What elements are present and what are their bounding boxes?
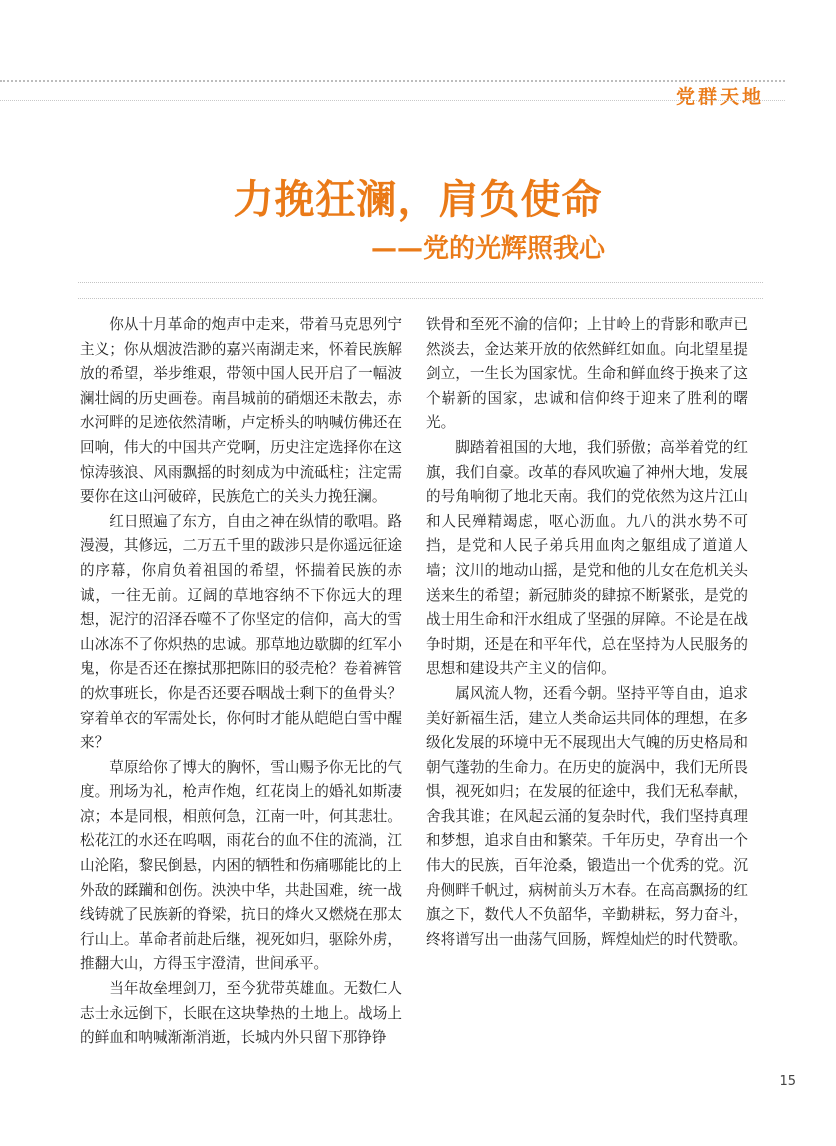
- article-subtitle: ——党的光辉照我心: [370, 234, 605, 264]
- title-dotted-rule-upper: [78, 282, 763, 283]
- right-text-column: [426, 313, 748, 952]
- paragraph: 属风流人物，还看今朝。坚持平等自由，追求美好新福生活，建立人类命运共同体的理想，在多级化发展的环境中无不展现出大气魄的历史格局和朝气蓬勃的生命力。在历史的旋涡中，我们无所畏惧，视死如归；在发展的征途中，我们无私奉献，舍我其谁；在风起云涌的复杂时代，我们坚持真理和梦想，追求自由和繁荣。千年历史，孕育出一个伟大的民族，百年沧桑，锻造出一个优秀的党。沉舟侧畔千帆过，病树前头万木春。在高高飘扬的红旗之下，数代人不负韶华，辛勤耕耘，努力奋斗，终将谱写出一曲荡气回肠，辉煌灿烂的时代赞歌。: [426, 684, 748, 948]
- paragraph: 红日照遍了东方，自由之神在纵情的歌唱。路漫漫，其修远，二万五千里的跋涉只是你遥远征途的序幕，你肩负着祖国的希望，怀揣着民族的赤诚，一往无前。辽阔的草地容纳不下你远大的理想，泥泞的沼泽吞噬不了你坚定的信仰，高大的雪山冰冻不了你炽热的忠诚。那草地边歇脚的红军小鬼，你是否还在擦拭那把陈旧的驳壳枪？卷着裤管的炊事班长，你是否还要吞咽战士剩下的鱼骨头？穿着单衣的军需处长，你何时才能从皑皑白雪中醒来？: [80, 512, 402, 752]
- top-dotted-rule: [0, 80, 785, 82]
- left-text-column: [80, 313, 402, 1051]
- paragraph: 当年故垒埋剑刀，至今犹带英雄血。无数仁人志士永远倒下，长眠在这块挚热的土地上。战场上的鲜血和呐喊渐渐消逝，长城内外只留下那铮铮: [80, 980, 402, 1047]
- paragraph-continued: 铁骨和至死不渝的信仰；上甘岭上的背影和歌声已然淡去，金达莱开放的依然鲜红如血。向北望星提剑立，一生长为国家忧。生命和鲜血终于换来了这个崭新的国家，忠诚和信仰终于迎来了胜利的曙光。: [426, 316, 748, 432]
- page-number: 15: [779, 1074, 796, 1089]
- article-title: 力挽狂澜，肩负使命: [233, 177, 603, 223]
- section-label: 党群天地: [675, 86, 764, 108]
- paragraph: 脚踏着祖国的大地，我们骄傲；高举着党的红旗，我们自豪。改革的春风吹遍了神州大地，发展的号角响彻了地北天南。我们的党依然为这片江山和人民殚精竭虑，呕心沥血。九八的洪水势不可挡，是党和人民子弟兵用血肉之躯组成了道道人墙；汶川的地动山摇，是党和他的儿女在危机关头送来生的希望；新冠肺炎的肆掠不断紧张，是党的战士用生命和汗水组成了坚强的屏障。不论是在战争时期，还是在和平年代，总在坚持为人民服务的思想和建设共产主义的信仰。: [426, 438, 748, 678]
- paragraph: 你从十月革命的炮声中走来，带着马克思列宁主义；你从烟波浩渺的嘉兴南湖走来，怀着民族解放的希望，举步维艰，带领中国人民开启了一幅波澜壮阔的历史画卷。南昌城前的硝烟还未散去，赤水河畔的足迹依然清晰，卢定桥头的呐喊仿佛还在回响，伟大的中国共产党啊，历史注定选择你在这惊涛骇浪、风雨飘摇的时刻成为中流砥柱；注定需要你在这山河破碎，民族危亡的关头力挽狂澜。: [80, 316, 402, 506]
- header-dotted-rule: [0, 100, 785, 101]
- title-dotted-rule-lower: [78, 298, 763, 299]
- paragraph: 草原给你了博大的胸怀，雪山赐予你无比的气度。刑场为礼，枪声作炮，红花岗上的婚礼如斯凄凉；本是同根，相煎何急，江南一叶，何其悲壮。松花江的水还在呜咽，雨花台的血不住的流淌，江山沦陷，黎民倒悬，内困的牺牲和伤痛哪能比的上外敌的蹂躏和创伤。泱泱中华，共赴国难，统一战线铸就了民族新的脊梁，抗日的烽火又燃烧在那太行山上。革命者前赴后继，视死如归，驱除外虏，推翻大山，方得玉宇澄清，世间承平。: [80, 758, 402, 973]
